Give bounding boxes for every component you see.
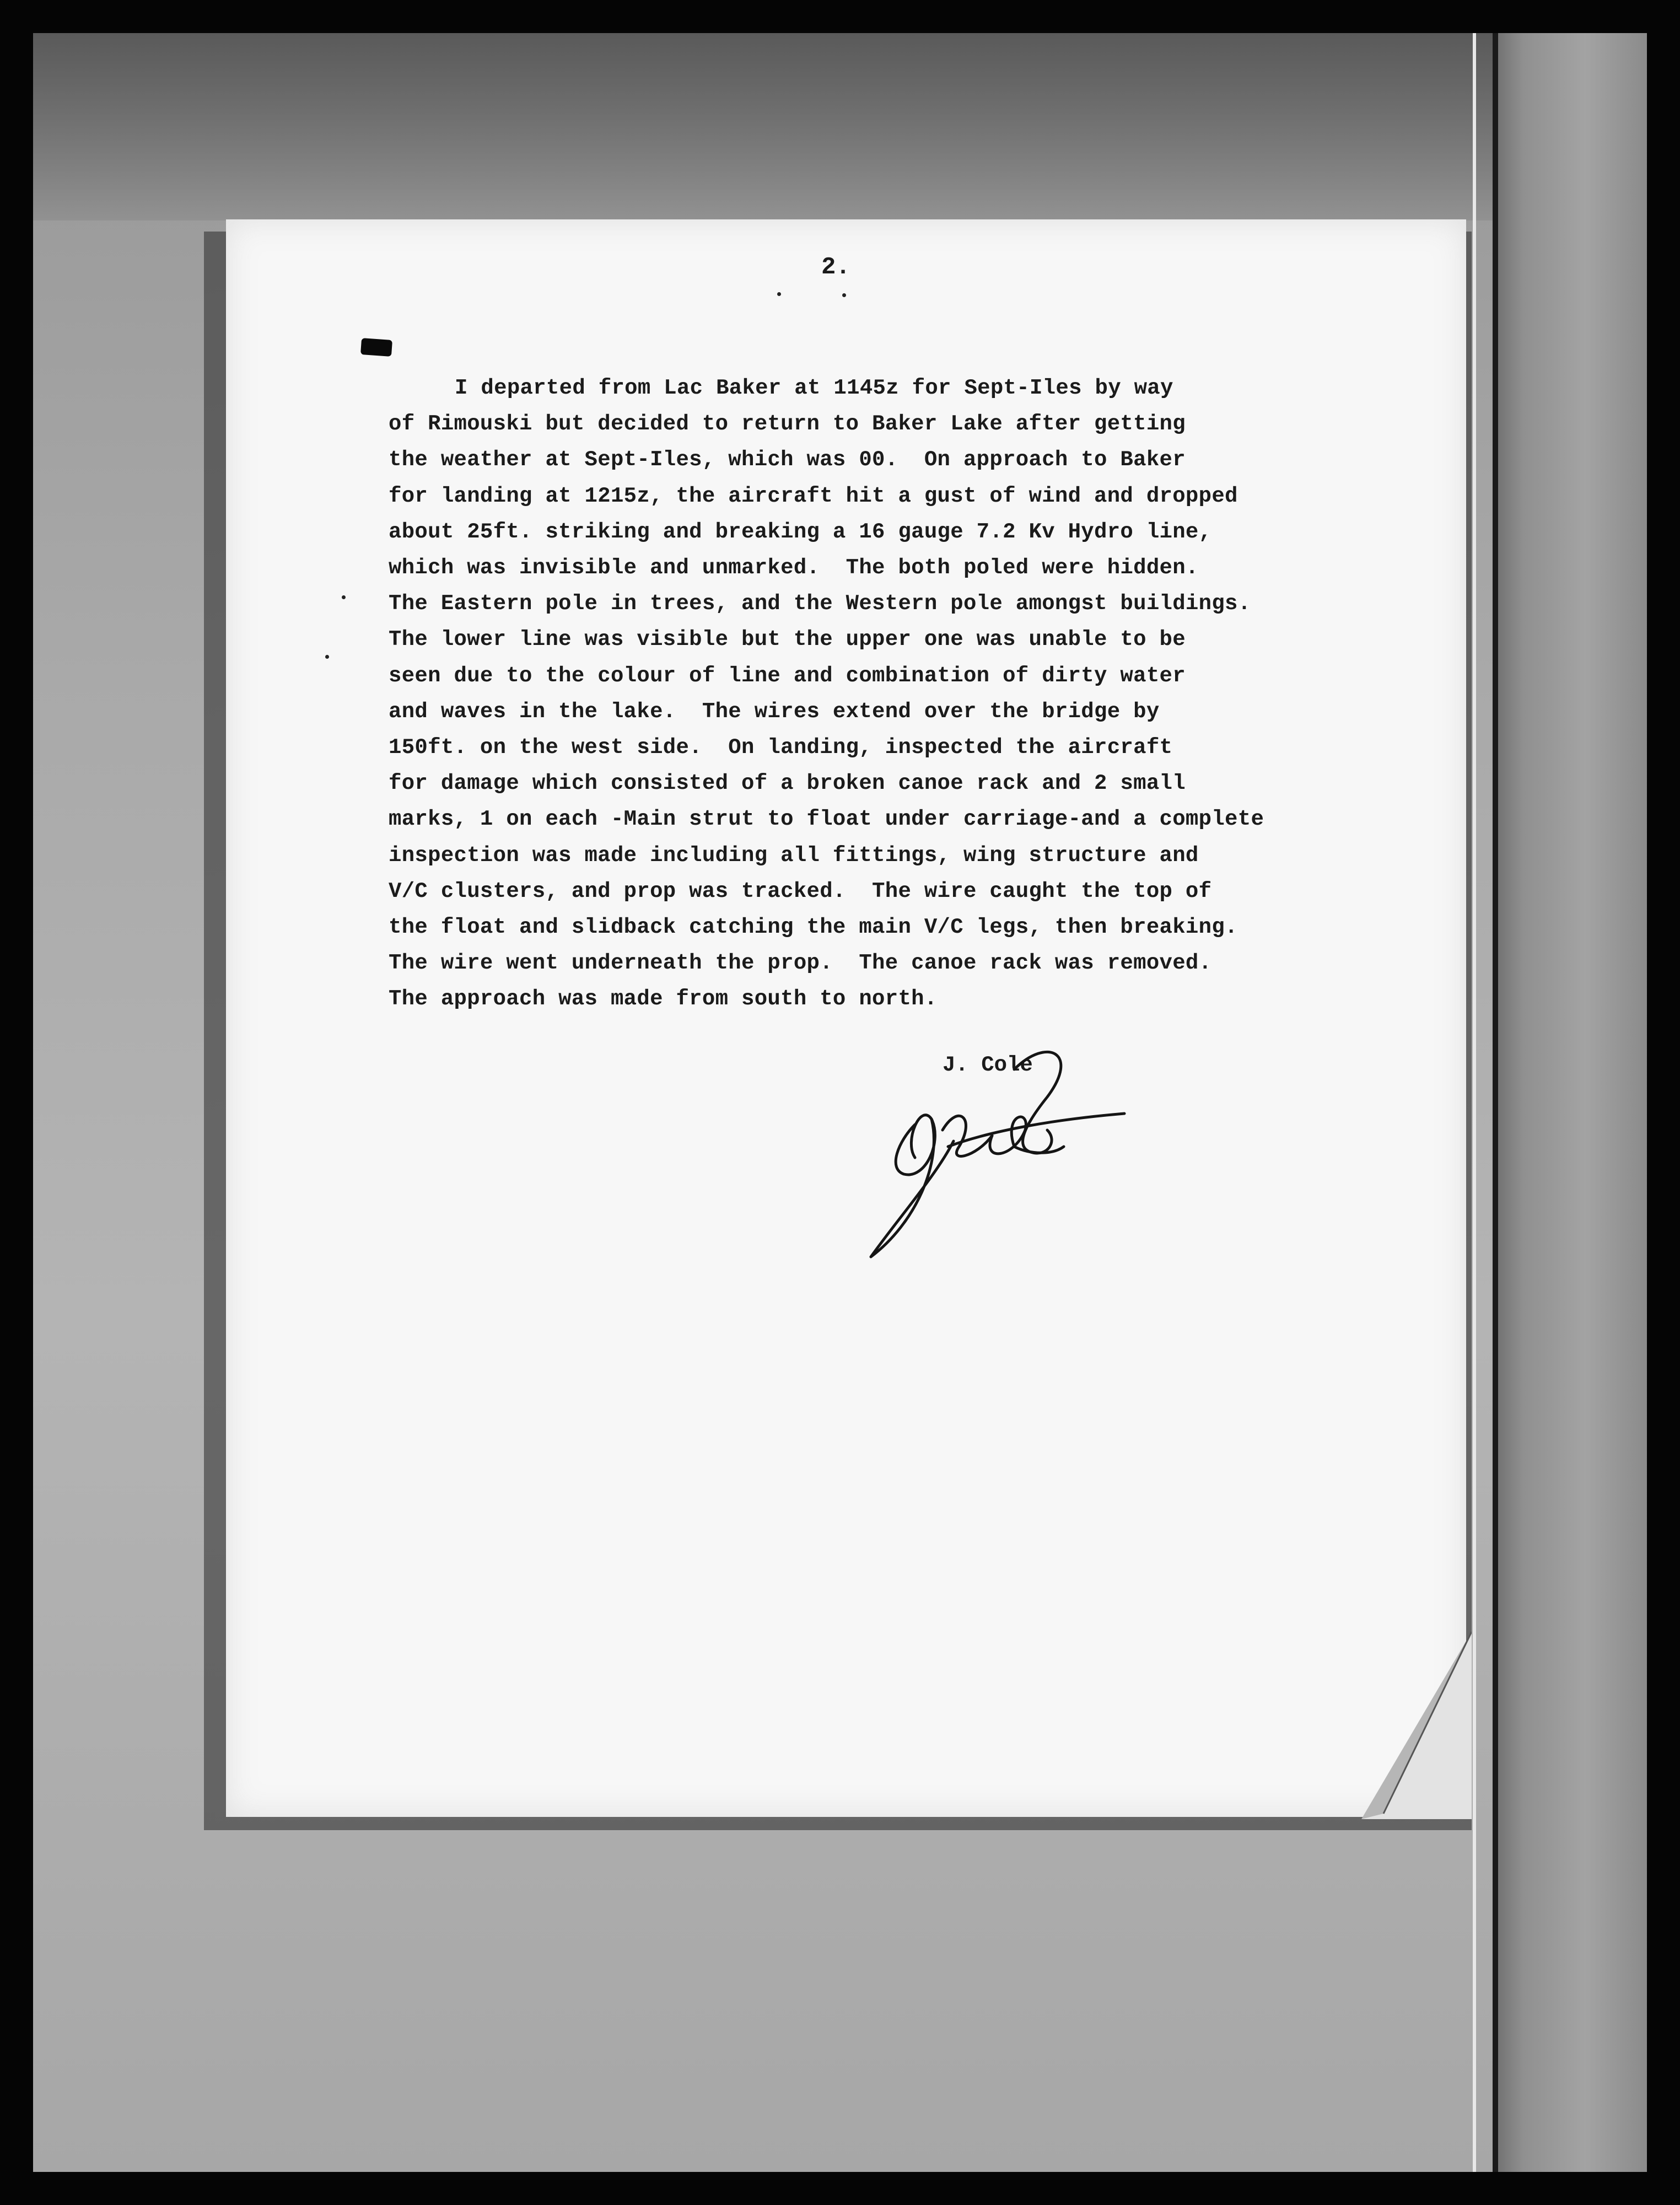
film-strip-seam — [1493, 33, 1498, 2172]
body-line: marks, 1 on each -Main strut to float under carriage-and a complete — [389, 807, 1264, 832]
stray-mark — [777, 292, 781, 296]
body-line: I departed from Lac Baker at 1145z for Sept-Iles by way — [455, 376, 1173, 400]
letter-body — [389, 370, 1337, 1018]
body-line: seen due to the colour of line and combination of dirty water — [389, 663, 1186, 688]
body-line: which was invisible and unmarked. The both poled were hidden. — [389, 556, 1199, 580]
stray-mark — [342, 595, 346, 599]
body-line: for landing at 1215z, the aircraft hit a gust of wind and dropped — [389, 483, 1238, 508]
body-line: and waves in the lake. The wires extend over the bridge by — [389, 699, 1160, 724]
page-corner-fold — [1361, 1632, 1472, 1819]
body-line: the float and slidback catching the main V/C legs, then breaking. — [389, 915, 1238, 940]
stray-mark — [325, 655, 329, 659]
backing-shadow — [33, 33, 1493, 220]
signatory-name: J. Cole — [943, 1053, 1033, 1077]
ink-smudge — [360, 338, 392, 357]
body-line: of Rimouski but decided to return to Baker Lake after getting — [389, 412, 1186, 437]
body-line: the weather at Sept-Iles, which was 00. On approach to Baker — [389, 448, 1186, 472]
body-line: The wire went underneath the prop. The canoe rack was removed. — [389, 951, 1212, 976]
page-number: 2. — [821, 254, 850, 281]
body-line: The Eastern pole in trees, and the Western pole amongst buildings. — [389, 591, 1251, 616]
body-line: The approach was made from south to north. — [389, 987, 938, 1012]
body-line: 150ft. on the west side. On landing, inspected the aircraft — [389, 735, 1173, 760]
stray-mark — [842, 293, 846, 297]
body-line: about 25ft. striking and breaking a 16 gauge 7.2 Kv Hydro line, — [389, 519, 1212, 544]
board-edge-highlight — [1473, 33, 1476, 2172]
right-film-strip — [1493, 33, 1647, 2172]
body-line: V/C clusters, and prop was tracked. The wire caught the top of — [389, 879, 1212, 903]
body-line: inspection was made including all fittings, wing structure and — [389, 843, 1199, 868]
body-line: The lower line was visible but the upper one was unable to be — [389, 627, 1186, 652]
handwritten-signature — [849, 1036, 1135, 1268]
body-line: for damage which consisted of a broken canoe rack and 2 small — [389, 771, 1186, 796]
